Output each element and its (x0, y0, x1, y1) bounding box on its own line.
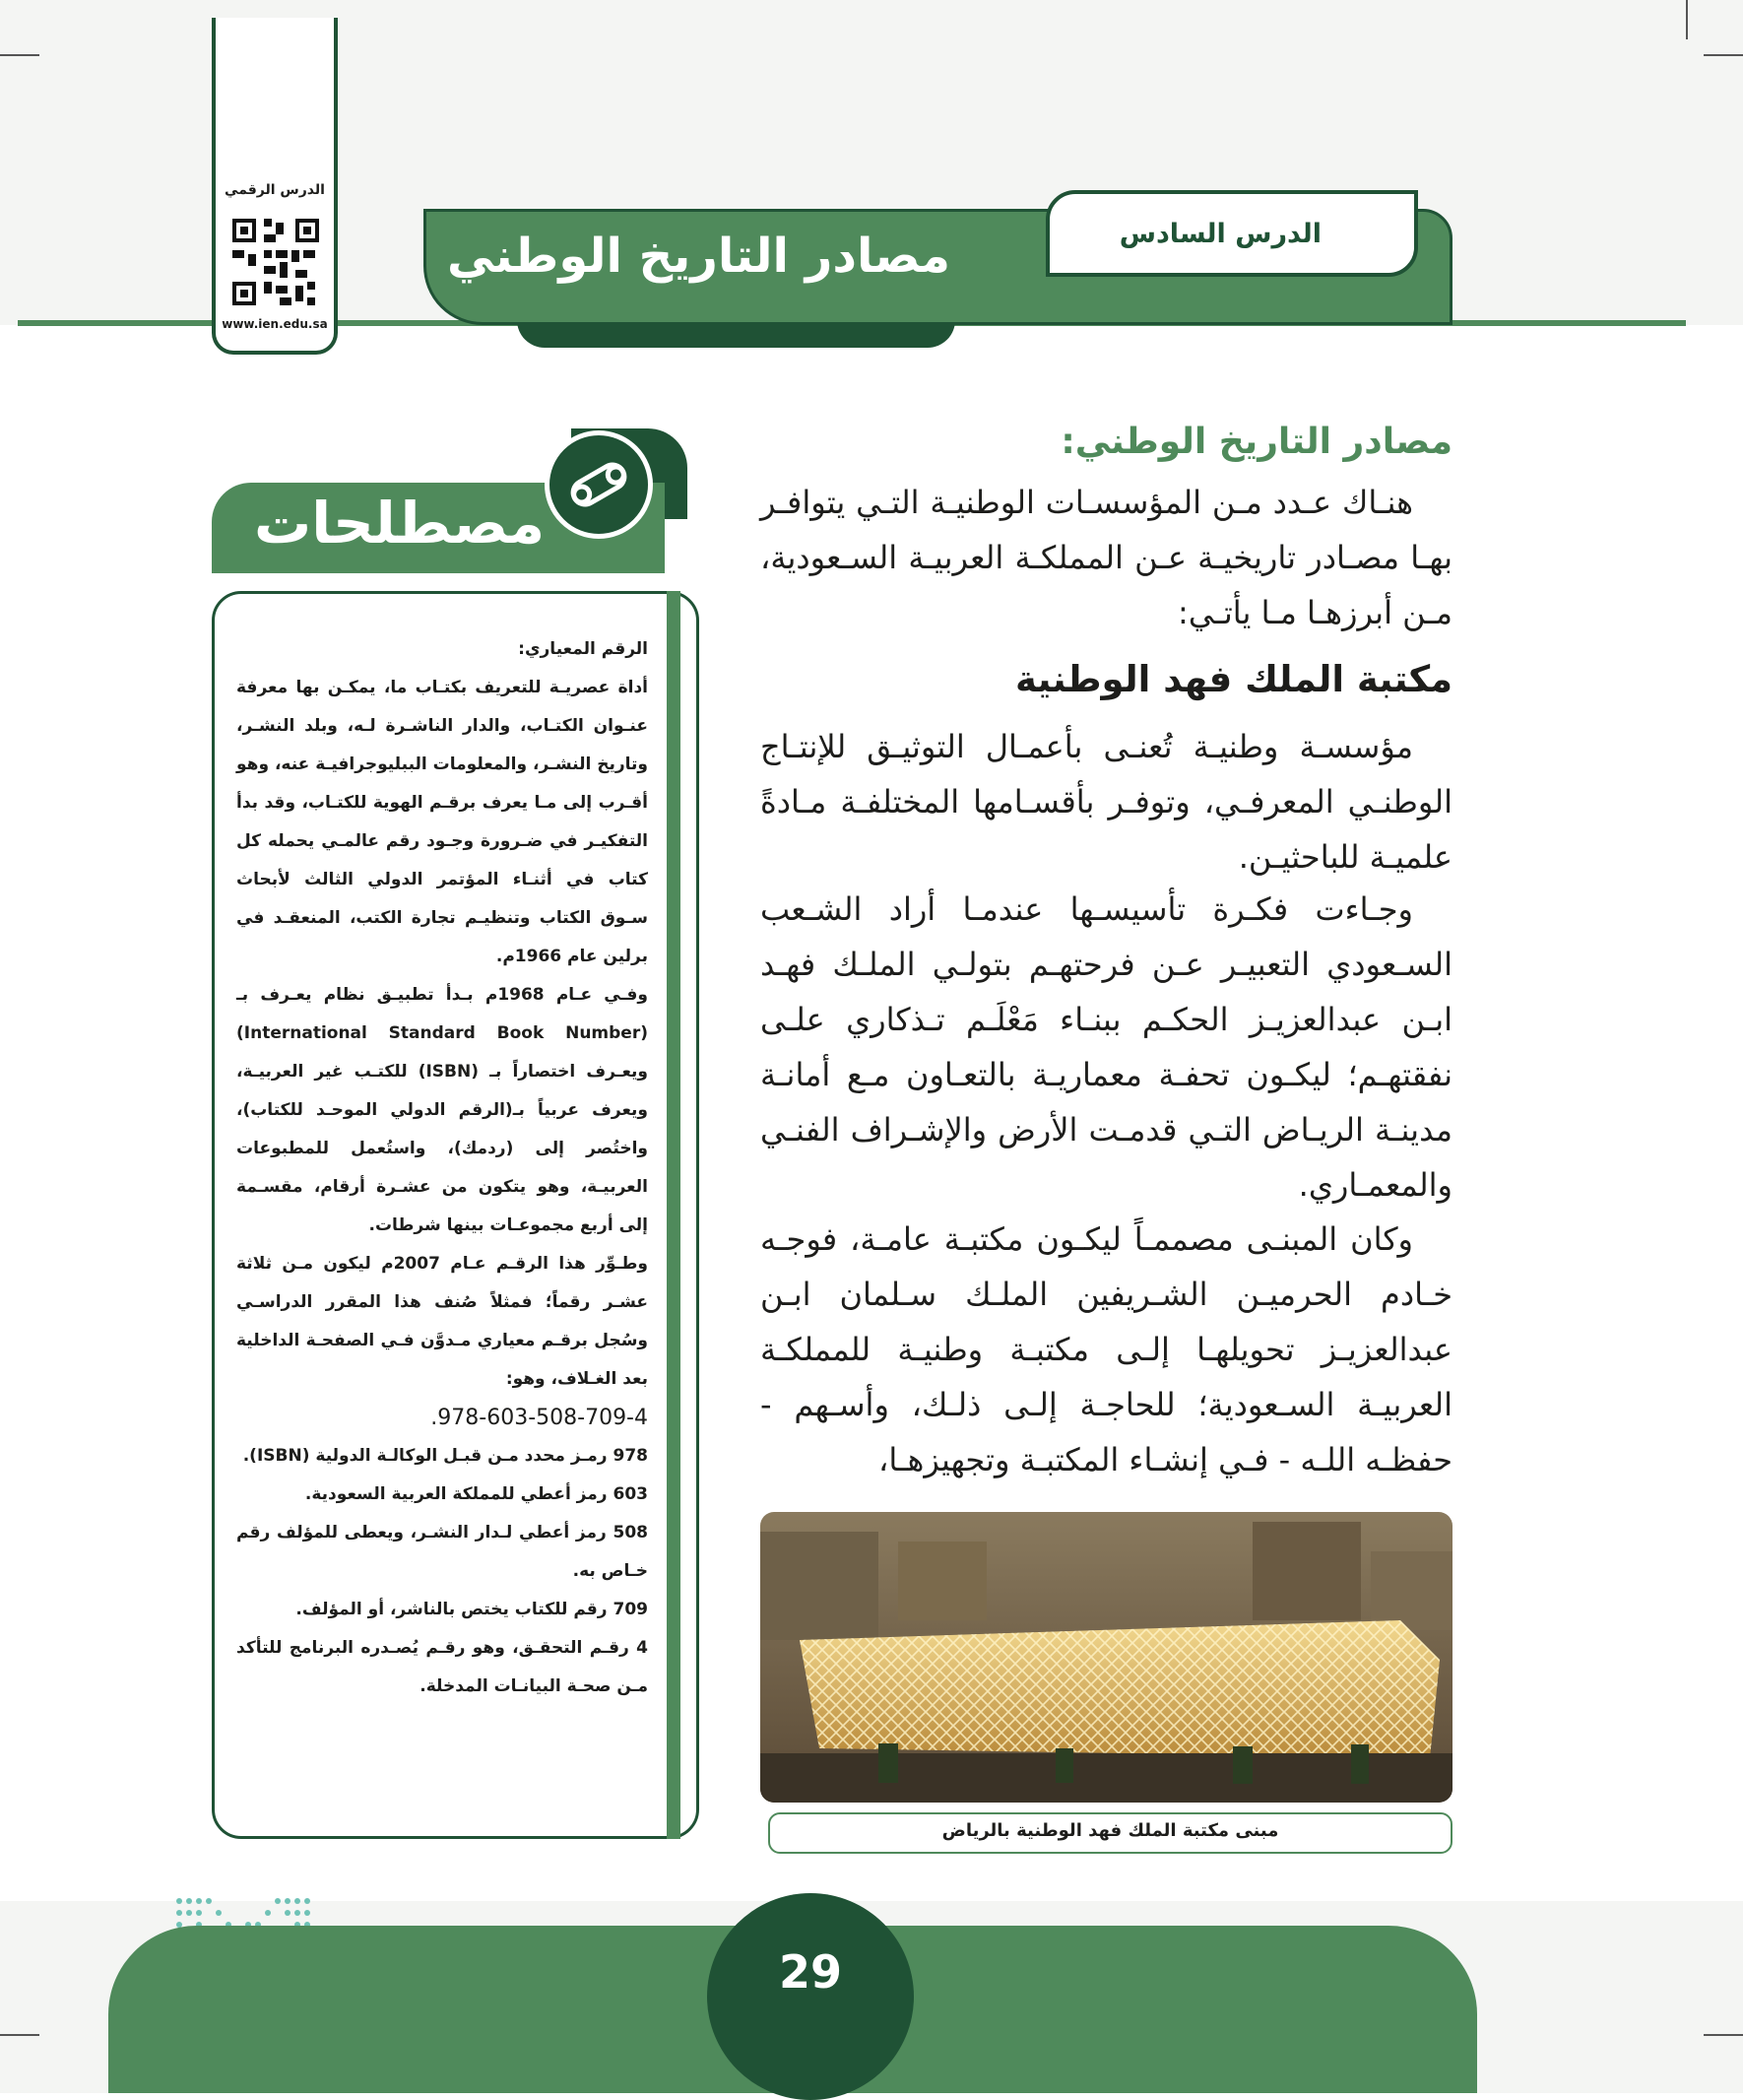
glossary-item: 978 رمـز محدد مـن قبـل الوكالـة الدولية (ISBN). (242, 1446, 648, 1466)
library-subheading: مكتبة الملك فهد الوطنية (1015, 658, 1452, 700)
glossary-title: مصطلحات (254, 490, 546, 557)
photo-caption: مبنى مكتبة الملك فهد الوطنية بالرياض (941, 1820, 1279, 1841)
glossary-isbn: 978-603-508-709-4. (430, 1406, 648, 1430)
glossary-item: 4 رقـم التحقـق، وهو رقـم يُصـدره البرنامج للتأكد مـن صحـة البيانـات المدخلة. (236, 1638, 648, 1696)
glossary-stripe (667, 591, 680, 1839)
glossary-item: 508 رمز أعطي لـدار النشـر، ويعطى للمؤلف رقم خـاص به. (236, 1523, 648, 1581)
crop-mark (1686, 0, 1688, 39)
library-paragraph-3: وكان المبنـى مصممـاً ليكـون مكتبـة عامـة، فوجـه خـادم الحرميـن الشـريفين الملـك سـلمان ابـن عبدالعزيـز تحويلهـا إلـى مكتبـة وطنيـة للمملكـة العربيـة السـعودية؛ للحاجـة إلـى ذلـك، وأسـهم - حفظـه اللـه - فـي إنشـاء المكتبـة وتجهيزهـا، (760, 1220, 1452, 1478)
glossary-definition-3: وطـوِّر هذا الرقـم عـام 2007م ليكون مـن ثلاثة عشـر رقماً؛ فمثلاً صُنف هذا المقرر الدراسـي وسُجل برقـم معياري مـدوَّن فـي الصفحـة الداخلية بعد الغـلاف، وهو: (236, 1254, 648, 1389)
qr-code-icon[interactable] (228, 215, 323, 309)
lesson-number: الدرس السادس (1119, 219, 1322, 249)
glossary-definition-1: أداة عصريـة للتعريف بكتـاب ما، يمكـن بها معرفة عنـوان الكتـاب، والدار الناشـرة لـه، وبلد النشـر، وتاريخ النشـر، والمعلومات الببليوجرافيـة عنه، وهو أقـرب إلى مـا يعرف برقـم الهوية للكتـاب، وقد بدأ التفكيـر في ضـرورة وجـود رقم عالمـي يحمله كل كتاب في أثنـاء المؤتمر الدولي الثالث لأبحاث سـوق الكتاب وتنظيـم تجارة الكتب، المنعقـد في برلين عام 1966م. (236, 678, 648, 966)
section-heading: مصادر التاريخ الوطني: (1061, 422, 1452, 462)
crop-mark (1704, 2034, 1743, 2036)
lesson-title: مصادر التاريخ الوطني (446, 229, 950, 284)
glossary-item: 709 رقم للكتاب يختص بالناشر، أو المؤلف. (295, 1600, 648, 1619)
intro-paragraph: هنـاك عـدد مـن المؤسسـات الوطنيـة التـي يتوافـر بهـا مصـادر تاريخيـة عـن المملكـة العربيـة السـعودية، مـن أبرزهـا مـا يأتـي: (760, 484, 1452, 631)
glossary-content (236, 630, 648, 1706)
library-building-photo (760, 1512, 1452, 1803)
glossary-definition-2: وفـي عـام 1968م بـدأ تطبيـق نظام يعـرف بـ (International Standard Book Number) ويعـرف اختصاراً بـ (ISBN) للكتـب غير العربيـة، ويعرف عربياً بـ(الرقم الدولي الموحـد للكتاب)، واختُصر إلى (ردمك)، واستُعمل للمطبوعات العربيـة، وهو يتكون من عشـرة أرقام، مقسـمة إلى أربع مجموعـات بينها شرطات. (236, 985, 649, 1235)
library-paragraph-2: وجـاءت فكـرة تأسيسـها عندمـا أراد الشـعب السـعودي التعبيـر عـن فرحتهـم بتولـي الملـك فهـد ابـن عبدالعزيـز الحكـم ببنـاء مَعْلَـم تـذكاري علـى نفقتهـم؛ ليكـون تحفـة معماريـة بالتعـاون مـع أمانـة مدينـة الريـاض التـي قدمـت الأرض والإشـراف الفنـي والمعمـاري. (760, 890, 1452, 1204)
library-paragraph-1: مؤسسـة وطنيـة تُعنـى بأعمـال التوثيـق للإنتـاج الوطنـي المعرفـي، وتوفـر بأقسـامها المختلفـة مـادةً علميـة للباحثيـن. (760, 728, 1452, 876)
page-number: 29 (778, 1945, 842, 1999)
scroll-icon (545, 430, 653, 539)
glossary-term: الرقم المعياري: (518, 639, 648, 659)
digital-lesson-label: الدرس الرقمي (225, 182, 325, 198)
crop-mark (0, 54, 39, 56)
digital-lesson-url[interactable]: www.ien.edu.sa (222, 317, 328, 331)
glossary-item: 603 رمز أعطي للمملكة العربية السعودية. (304, 1484, 648, 1504)
crop-mark (1704, 54, 1743, 56)
crop-mark (0, 2034, 39, 2036)
